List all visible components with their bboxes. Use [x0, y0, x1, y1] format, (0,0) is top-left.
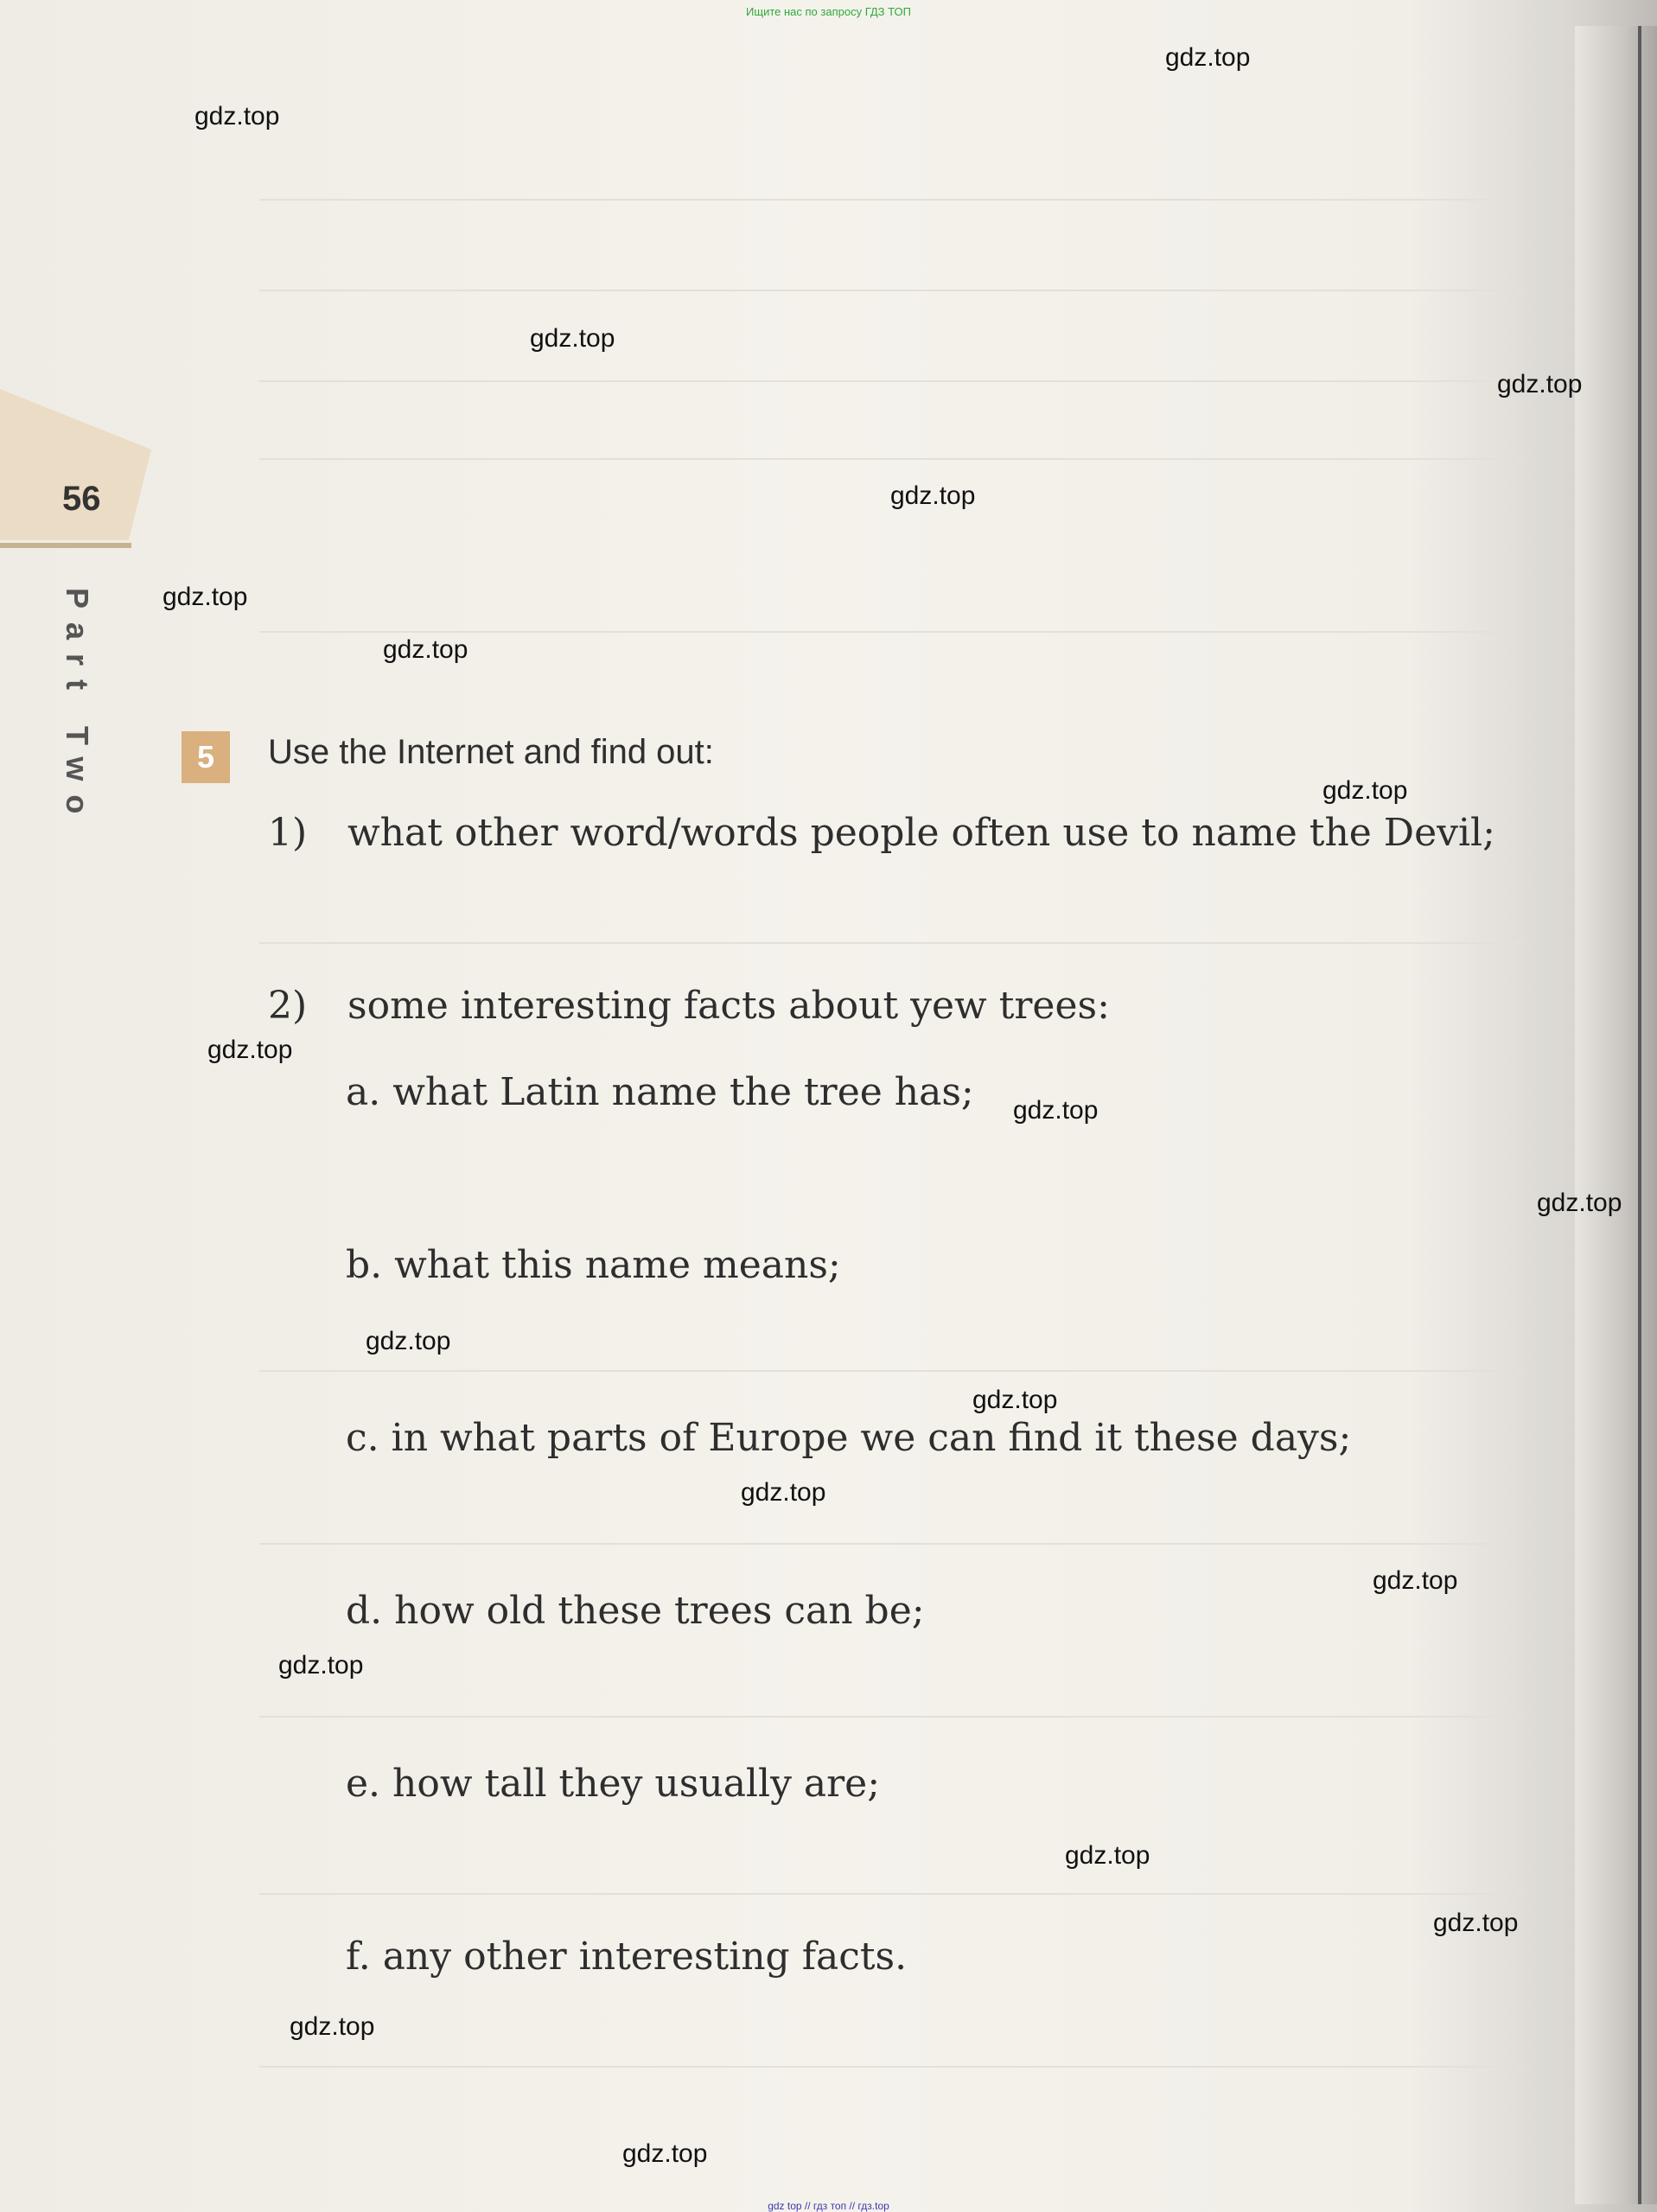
- watermark: gdz.top: [207, 1036, 293, 1064]
- ghost-rule: [259, 1893, 1521, 1895]
- watermark: gdz.top: [278, 1651, 364, 1680]
- ghost-rule: [259, 199, 1521, 201]
- watermark: gdz.top: [530, 324, 615, 353]
- watermark: gdz.top: [290, 2012, 375, 2041]
- watermark: gdz.top: [1373, 1566, 1458, 1595]
- watermark: gdz.top: [1537, 1189, 1622, 1217]
- item-text: what other word/words people often use to name the Devil;: [347, 811, 1495, 855]
- watermark: gdz.top: [1165, 43, 1251, 72]
- page-edge: [1638, 26, 1641, 2204]
- watermark: gdz.top: [741, 1478, 826, 1507]
- ghost-rule: [259, 1716, 1521, 1718]
- ghost-rule: [259, 1543, 1521, 1545]
- subitem-text: b. what this name means;: [346, 1243, 841, 1287]
- watermark: gdz.top: [1013, 1096, 1099, 1125]
- ghost-rule: [259, 942, 1521, 944]
- bottom-note: gdz top // гдз топ // гдз.top: [768, 2200, 889, 2212]
- subitem-text: d. how old these trees can be;: [346, 1589, 925, 1633]
- watermark: gdz.top: [366, 1327, 451, 1355]
- item-number: 1): [268, 811, 308, 855]
- watermark: gdz.top: [622, 2139, 708, 2168]
- ghost-rule: [259, 631, 1521, 633]
- top-search-note: Ищите нас по запросу ГДЗ ТОП: [746, 5, 911, 18]
- ghost-rule: [259, 458, 1521, 460]
- subitem-text: a. what Latin name the tree has;: [346, 1070, 974, 1114]
- exercise-instruction: Use the Internet and find out:: [268, 733, 714, 771]
- exercise-number-badge: 5: [182, 731, 230, 783]
- subitem-text: c. in what parts of Europe we can find it these days;: [346, 1416, 1352, 1460]
- watermark: gdz.top: [1065, 1841, 1150, 1870]
- subitem-text: f. any other interesting facts.: [346, 1935, 908, 1979]
- subitem-text: e. how tall they usually are;: [346, 1762, 881, 1806]
- part-label: Part Two: [60, 588, 95, 828]
- watermark: gdz.top: [890, 481, 976, 510]
- page-number: 56: [62, 480, 101, 518]
- ghost-rule: [259, 290, 1521, 291]
- ghost-rule: [259, 380, 1521, 382]
- watermark: gdz.top: [1497, 370, 1583, 398]
- item-number: 2): [268, 984, 308, 1028]
- watermark: gdz.top: [383, 635, 468, 664]
- watermark: gdz.top: [163, 583, 248, 611]
- page-number-rule: [0, 543, 131, 548]
- watermark: gdz.top: [972, 1386, 1058, 1414]
- book-spine-shadow: [1575, 26, 1657, 2204]
- item-text: some interesting facts about yew trees:: [347, 984, 1110, 1028]
- watermark: gdz.top: [1433, 1909, 1519, 1937]
- ghost-rule: [259, 1370, 1521, 1372]
- watermark: gdz.top: [194, 102, 280, 131]
- watermark: gdz.top: [1322, 776, 1408, 805]
- ghost-rule: [259, 2066, 1521, 2068]
